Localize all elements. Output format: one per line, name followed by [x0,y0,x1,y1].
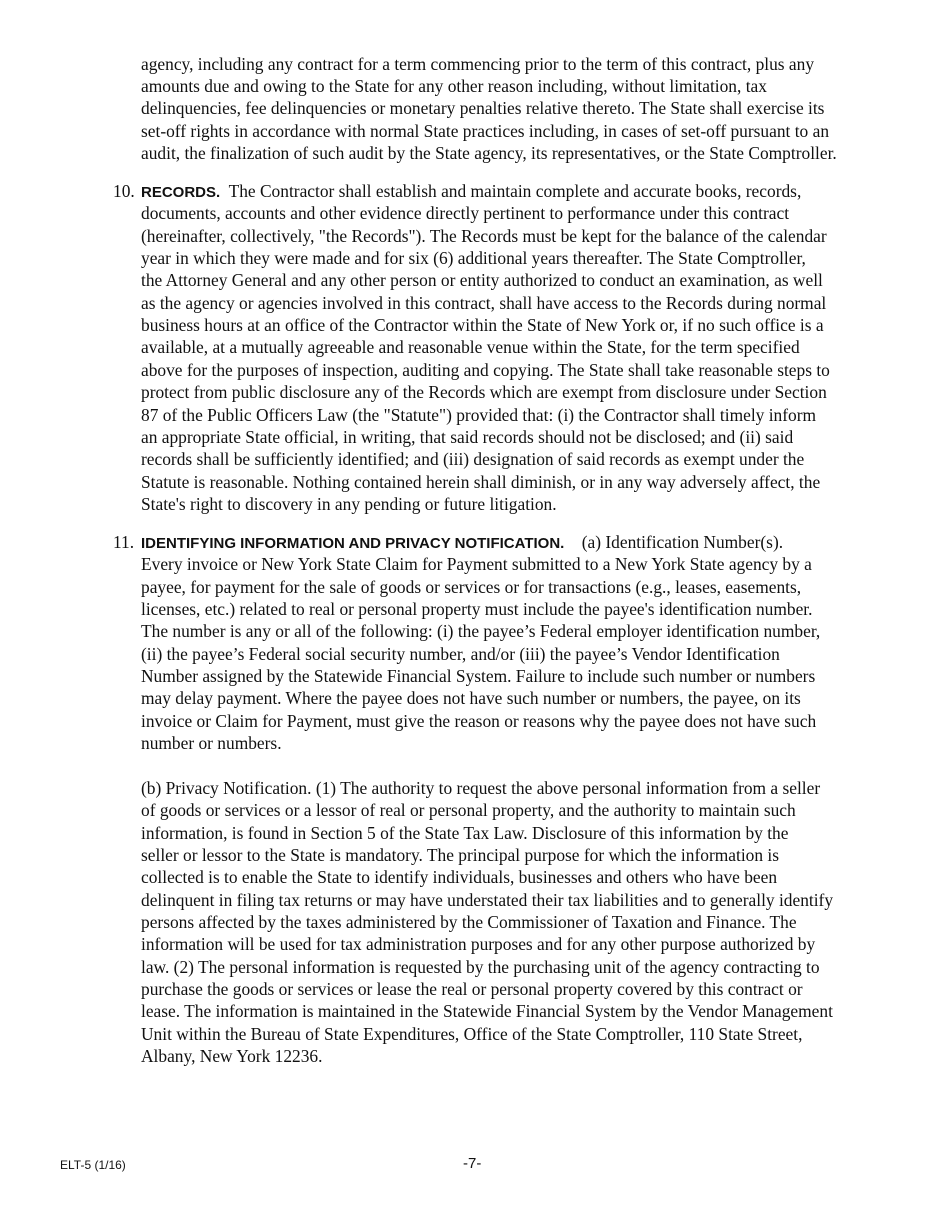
text-line: amounts due and owing to the State for any other reason including, without limitation, tax [141,76,767,96]
text-line: available, at a mutually agreeable and reasonable venue within the State, for the term specified [141,337,800,357]
text-line: collected is to enable the State to identify individuals, businesses and others who have been [141,867,778,887]
text-line: above for the purposes of inspection, auditing and copying. The State shall take reasonable steps to [141,360,830,380]
section-first-line [141,531,783,555]
text-line: Number assigned by the Statewide Financial System. Failure to include such number or numbers [141,666,816,686]
text-line: business hours at an office of the Contractor within the State of New York or, if no such office is a [141,315,824,335]
text-line: State's right to discovery in any pending or future litigation. [141,494,557,514]
text-line: Every invoice or New York State Claim for Payment submitted to a New York State agency by a [141,554,812,574]
text-line: Statute is reasonable. Nothing contained herein shall diminish, or in any way adversely affect, the [141,472,821,492]
text-line: protect from public disclosure any of the Records which are exempt from disclosure under Section [141,382,827,402]
text-line: 87 of the Public Officers Law (the "Statute") provided that: (i) the Contractor shall timely inform [141,405,817,425]
text-line: law. (2) The personal information is requested by the purchasing unit of the agency contracting to [141,957,820,977]
text-line: documents, accounts and other evidence directly pertinent to performance under this contract [141,203,790,223]
text-line: (a) Identification Number(s). [564,532,784,552]
text-line: information, is found in Section 5 of the State Tax Law. Disclosure of this information by the [141,823,789,843]
page-number: -7- [463,1155,482,1172]
text-line: delinquencies, fee delinquencies or monetary penalties relative thereto. The State shall exercise its [141,98,825,118]
text-line: as the agency or agencies involved in this contract, shall have access to the Records during normal [141,293,827,313]
text-line: (ii) the payee’s Federal social security number, and/or (iii) the payee’s Vendor Identification [141,644,780,664]
section-heading: IDENTIFYING INFORMATION AND PRIVACY NOTIFICATION. [141,535,565,552]
text-line: delinquent in filing tax returns or may have understated their tax liabilities and to generally identify [141,890,834,910]
text-line: Albany, New York 12236. [141,1046,323,1066]
text-line: (hereinafter, collectively, "the Records"). The Records must be kept for the balance of the calendar [141,226,827,246]
text-line: lease. The information is maintained in the Statewide Financial System by the Vendor Management [141,1001,833,1021]
text-line: seller or lessor to the State is mandatory. The principal purpose for which the information is [141,845,779,865]
text-line: persons affected by the taxes administered by the Commissioner of Taxation and Finance. The [141,912,797,932]
text-line: set-off rights in accordance with normal State practices including, in cases of set-off pursuant to an [141,121,830,141]
text-line: number or numbers. [141,733,282,753]
text-line: of goods or services or a lessor of real or personal property, and the authority to maintain such [141,800,796,820]
text-line: records shall be sufficiently identified; and (iii) designation of said records as exempt under the [141,449,805,469]
form-id: ELT-5 (1/16) [60,1158,126,1172]
text-line: information will be used for tax administration purposes and for any other purpose authorized by [141,934,816,954]
section-first-line [141,180,801,204]
text-line: the Attorney General and any other person or entity authorized to conduct an examination, as well [141,270,823,290]
text-line: an appropriate State official, in writing, that said records should not be disclosed; and (ii) said [141,427,794,447]
text-line: The Contractor shall establish and maintain complete and accurate books, records, [220,181,802,201]
section-heading: RECORDS. [141,184,221,201]
text-line: payee, for payment for the sale of goods or services or for transactions (e.g., leases, easements, [141,577,802,597]
text-line: agency, including any contract for a term commencing prior to the term of this contract, plus any [141,54,815,74]
text-line: invoice or Claim for Payment, must give the reason or reasons why the payee does not have such [141,711,817,731]
text-line: The number is any or all of the following: (i) the payee’s Federal employer identification number, [141,621,821,641]
text-line: year in which they were made and for six (6) additional years thereafter. The State Comptroller, [141,248,806,268]
text-line: licenses, etc.) related to real or personal property must include the payee's identification number. [141,599,813,619]
section-number: 11. [113,532,135,552]
text-line: audit, the finalization of such audit by the State agency, its representatives, or the State Comptroller. [141,143,837,163]
text-line: Unit within the Bureau of State Expenditures, Office of the State Comptroller, 110 State Street, [141,1024,803,1044]
text-line: purchase the goods or services or lease the real or personal property covered by this contract or [141,979,803,999]
text-line: may delay payment. Where the payee does not have such number or numbers, the payee, on its [141,688,801,708]
text-line: (b) Privacy Notification. (1) The authority to request the above personal information from a seller [141,778,821,798]
section-number: 10. [113,181,135,201]
